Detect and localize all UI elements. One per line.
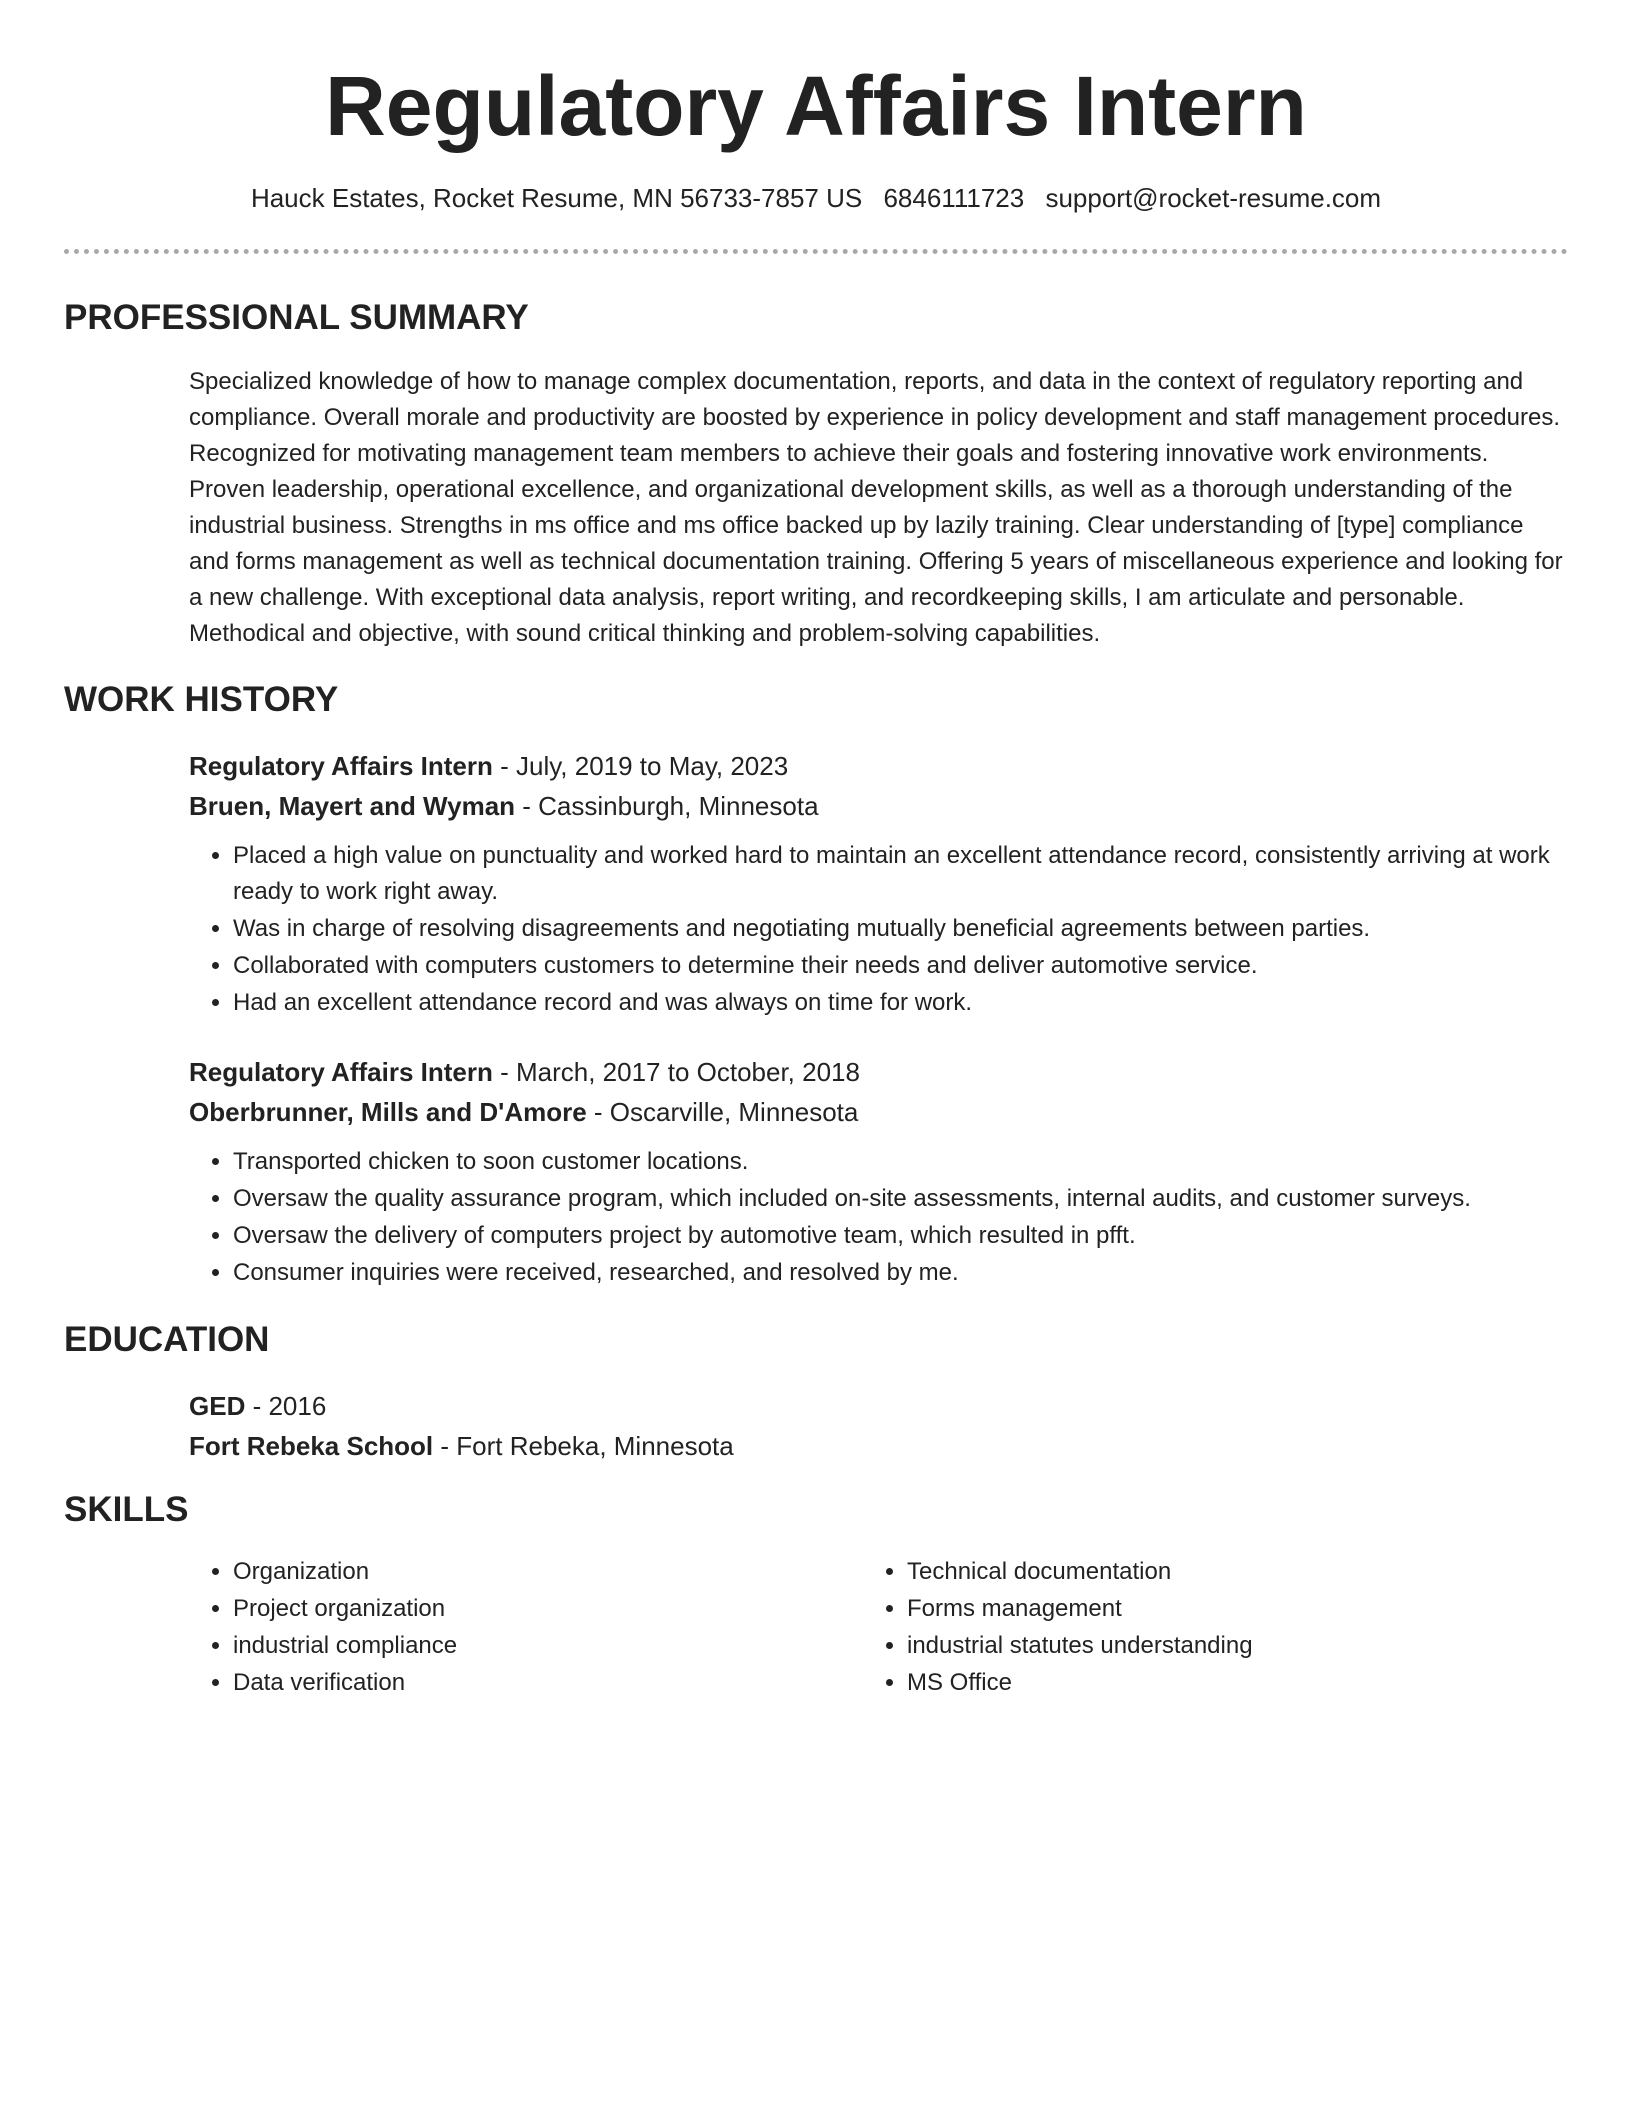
contact-address: Hauck Estates, Rocket Resume, MN 56733-7857 US bbox=[250, 183, 863, 213]
list-item: • Had an excellent attendance record and was always on time for work. bbox=[233, 985, 1569, 1021]
skills-list bbox=[189, 1554, 809, 1701]
list-item: • Oversaw the quality assurance program, which included on-site assessments, internal audits, and customer surveys. bbox=[233, 1181, 1569, 1217]
education-entry bbox=[189, 1386, 1569, 1466]
list-item: • Project organization bbox=[233, 1591, 809, 1627]
job-dates: - March, 2017 to October, 2018 bbox=[492, 1057, 860, 1087]
education-school-line bbox=[189, 1426, 1569, 1466]
job-entry bbox=[189, 1052, 1569, 1291]
list-item: • Placed a high value on punctuality and worked hard to maintain an excellent attendance record, consistently arriving at work ready to work right away. bbox=[233, 838, 1569, 910]
list-item: • Technical documentation bbox=[907, 1554, 1483, 1590]
job-location: - Cassinburgh, Minnesota bbox=[515, 791, 819, 821]
skills-column-left bbox=[189, 1554, 809, 1701]
education-year: - 2016 bbox=[245, 1391, 327, 1421]
list-item: • Forms management bbox=[907, 1591, 1483, 1627]
list-item: • Collaborated with computers customers to determine their needs and deliver automotive service. bbox=[233, 948, 1569, 984]
job-company-line bbox=[189, 1092, 1569, 1132]
job-duties-list bbox=[189, 838, 1569, 1021]
header-divider bbox=[64, 249, 1568, 254]
job-role: Regulatory Affairs Intern bbox=[189, 751, 493, 781]
candidate-name: Regulatory Affairs Intern bbox=[325, 59, 1307, 153]
list-item: • Oversaw the delivery of computers project by automotive team, which resulted in pfft. bbox=[233, 1218, 1569, 1254]
work-history-heading: WORK HISTORY bbox=[64, 680, 339, 719]
list-item: • Organization bbox=[233, 1554, 809, 1590]
skills-column-right bbox=[863, 1554, 1483, 1701]
contact-phone: 6846111723 bbox=[883, 183, 1025, 213]
job-location: - Oscarville, Minnesota bbox=[586, 1097, 859, 1127]
job-entry bbox=[189, 746, 1569, 1021]
list-item: • MS Office bbox=[907, 1665, 1483, 1701]
education-degree: GED bbox=[189, 1391, 246, 1421]
contact-email: support@rocket-resume.com bbox=[1045, 183, 1382, 213]
summary-text: Specialized knowledge of how to manage complex documentation, reports, and data in the context of regulatory reporting and compliance. Overall morale and productivity are boosted by experience in policy development and staff management procedures. Recognized for motivating management team members to achieve their goals and fostering innovative work environments. Proven leadership, operational excellence, and organizational development skills, as well as a thorough understanding of the industrial business. Strengths in ms office and ms office backed up by lazily training. Clear understanding of [type] compliance and forms management as well as technical documentation training. Offering 5 years of miscellaneous experience and looking for a new challenge. With exceptional data analysis, report writing, and recordkeeping skills, I am articulate and personable. Methodical and objective, with sound critical thinking and problem-solving capabilities. bbox=[189, 368, 1563, 647]
job-company-line bbox=[189, 786, 1569, 826]
job-title-line bbox=[189, 746, 1569, 786]
job-company: Bruen, Mayert and Wyman bbox=[189, 791, 516, 821]
list-item: • Was in charge of resolving disagreements and negotiating mutually beneficial agreements between parties. bbox=[233, 911, 1569, 947]
job-duties-list bbox=[189, 1144, 1569, 1291]
list-item: • industrial statutes understanding bbox=[907, 1628, 1483, 1664]
education-location: - Fort Rebeka, Minnesota bbox=[433, 1431, 734, 1461]
list-item: • Consumer inquiries were received, researched, and resolved by me. bbox=[233, 1255, 1569, 1291]
education-heading: EDUCATION bbox=[64, 1320, 270, 1359]
skills-list bbox=[863, 1554, 1483, 1701]
job-dates: - July, 2019 to May, 2023 bbox=[492, 751, 789, 781]
list-item: • industrial compliance bbox=[233, 1628, 809, 1664]
job-company: Oberbrunner, Mills and D'Amore bbox=[189, 1097, 587, 1127]
job-title-line bbox=[189, 1052, 1569, 1092]
summary-heading: PROFESSIONAL SUMMARY bbox=[64, 298, 529, 337]
education-school: Fort Rebeka School bbox=[189, 1431, 434, 1461]
contact-line bbox=[0, 180, 1632, 216]
skills-heading: SKILLS bbox=[64, 1490, 189, 1529]
list-item: • Transported chicken to soon customer locations. bbox=[233, 1144, 1569, 1180]
job-role: Regulatory Affairs Intern bbox=[189, 1057, 493, 1087]
list-item: • Data verification bbox=[233, 1665, 809, 1701]
education-degree-line bbox=[189, 1386, 1569, 1426]
